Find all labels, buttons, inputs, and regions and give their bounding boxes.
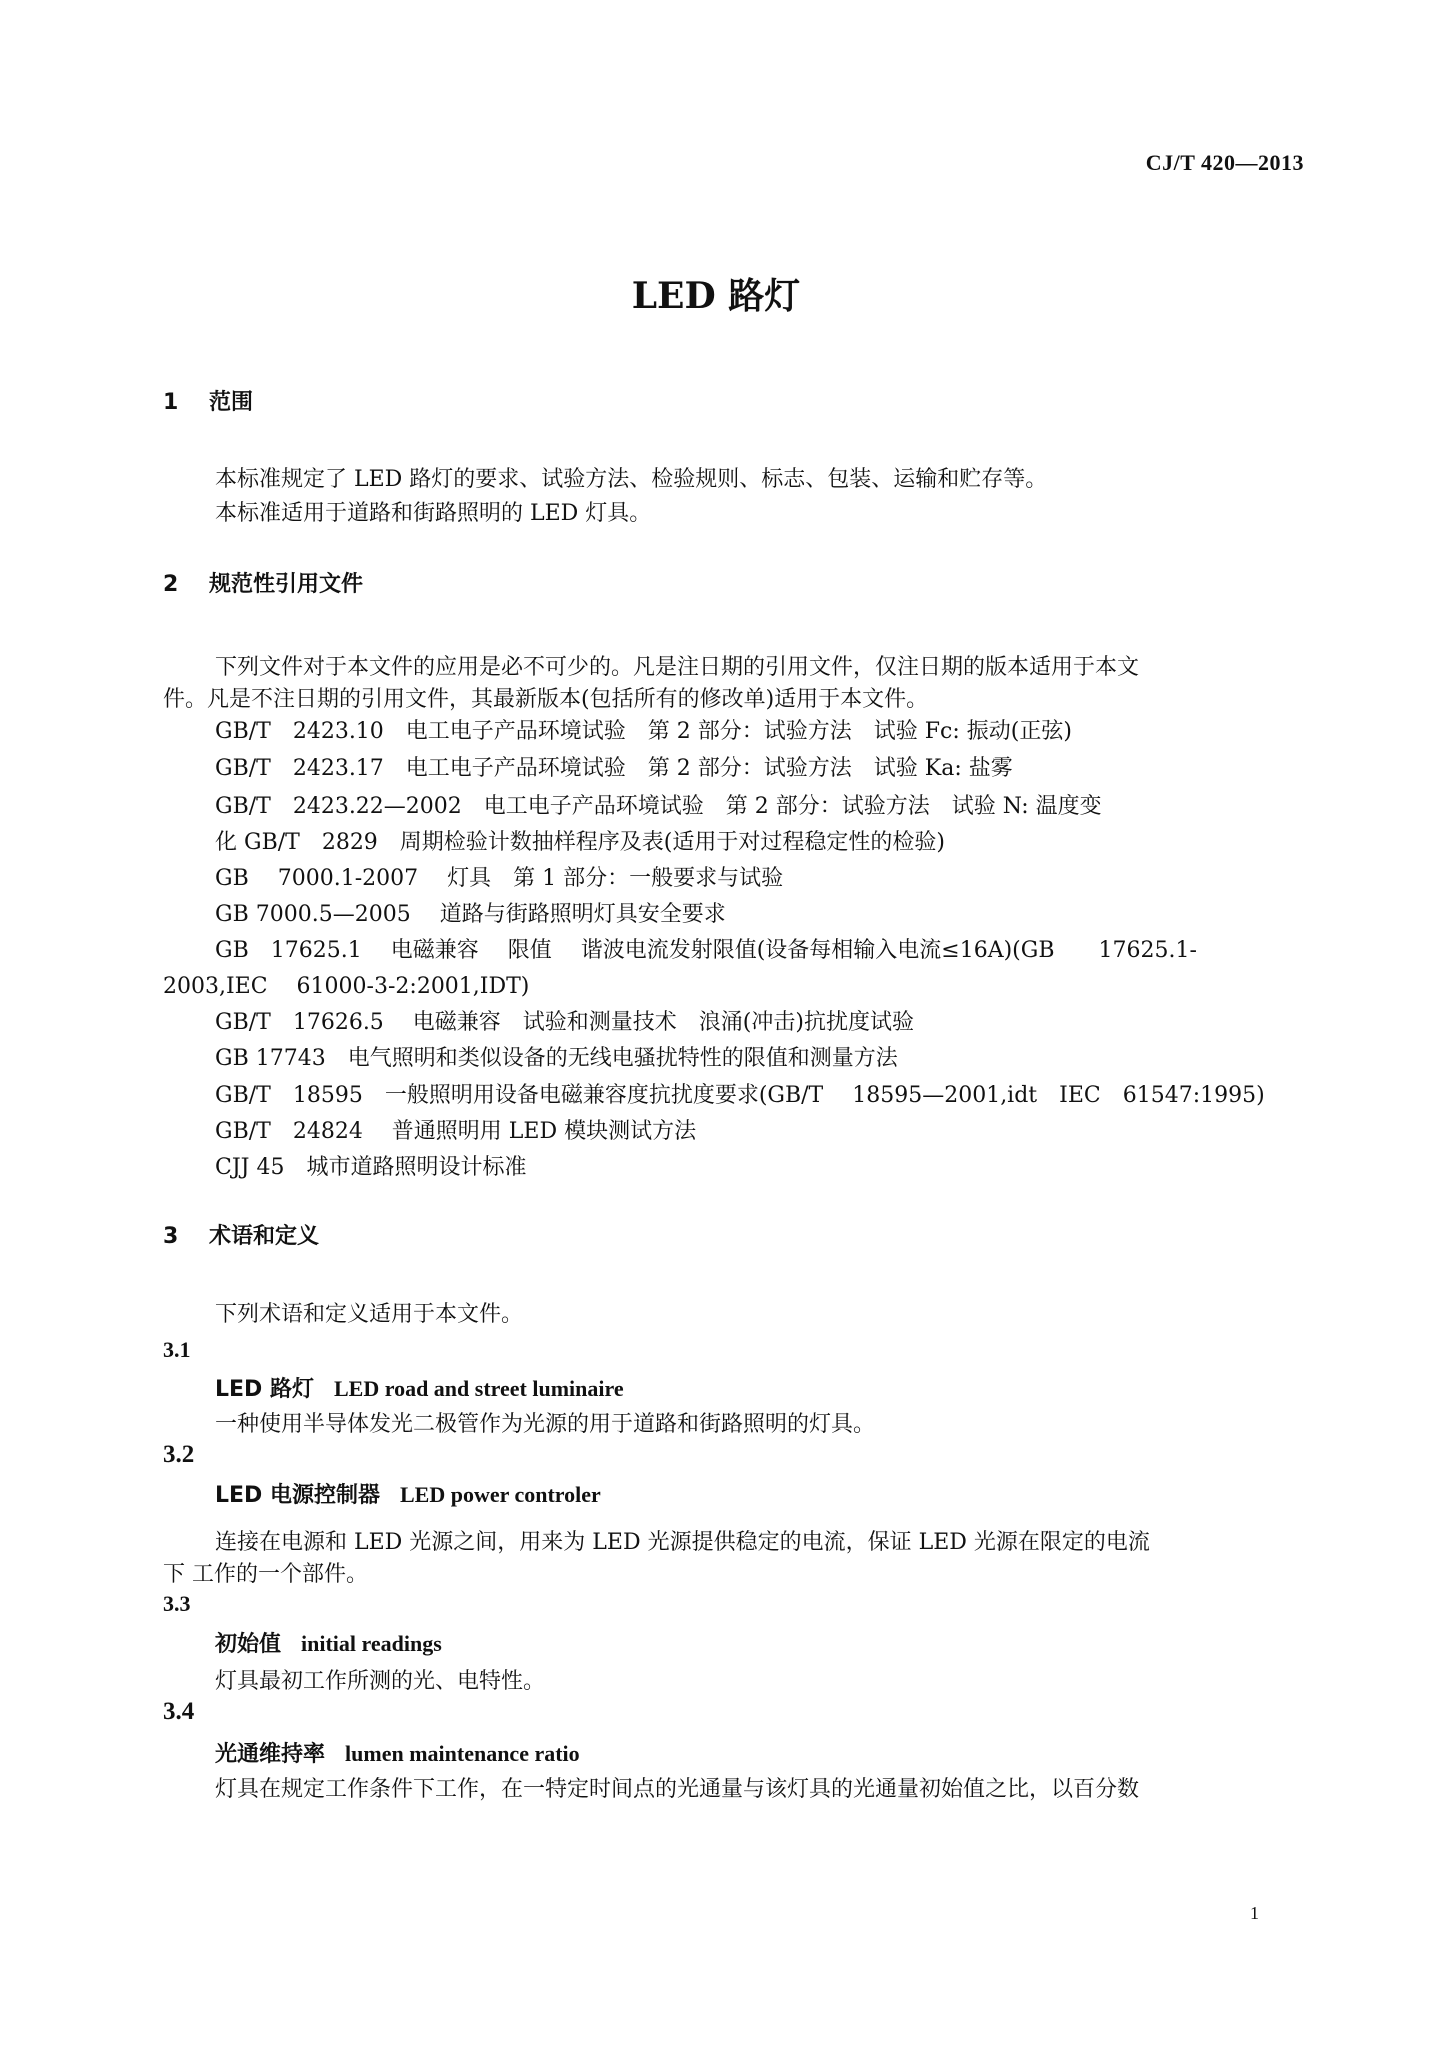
paragraph: 件。凡是不注日期的引用文件，其最新版本(包括所有的修改单)适用于本文件。 [163,687,929,712]
document-title: LED 路灯 [631,275,801,317]
section-title: 范围 [209,390,254,415]
section-number: 2 [163,572,179,597]
reference-item: GB/T 17626.5 电磁兼容 试验和测量技术 浪涌(冲击)抗扰度试验 [215,1010,914,1035]
page-number: 1 [1250,1903,1259,1923]
reference-item: GB 7000.1-2007 灯具 第 1 部分：一般要求与试验 [215,866,784,891]
paragraph: 下列文件对于本文件的应用是必不可少的。凡是注日期的引用文件，仅注日期的版本适用于本文 [215,655,1140,680]
term-name-cn: 初始值 [215,1632,282,1657]
term-number: 3.3 [163,1591,191,1616]
section-title: 术语和定义 [209,1224,320,1249]
section-number: 3 [163,1224,179,1249]
section-2-heading [163,567,363,598]
reference-item: GB 7000.5—2005 道路与街路照明灯具安全要求 [215,902,726,927]
reference-item: GB/T 2423.17 电工电子产品环境试验 第 2 部分：试验方法 试验 Ka: 盐雾 [215,756,1013,781]
section-number: 1 [163,390,179,415]
term-definition: 灯具最初工作所测的光、电特性。 [215,1669,546,1694]
reference-item: GB/T 2423.10 电工电子产品环境试验 第 2 部分：试验方法 试验 Fc: 振动(正弦) [215,719,1072,744]
term-name-en: LED power controler [399,1482,601,1507]
term-number: 3.1 [163,1337,191,1362]
paragraph: 下列术语和定义适用于本文件。 [215,1302,524,1327]
term-number: 3.2 [163,1441,195,1468]
reference-item: GB/T 18595 一般照明用设备电磁兼容度抗扰度要求(GB/T 18595—2001,idt IEC 61547:1995) [215,1083,1265,1108]
paragraph: 本标准规定了 LED 路灯的要求、试验方法、检验规则、标志、包装、运输和贮存等。 [215,467,1048,492]
term-name-cn: LED 电源控制器 [215,1483,380,1508]
term-name [215,1627,442,1658]
reference-item: GB/T 2423.22—2002 电工电子产品环境试验 第 2 部分：试验方法 试验 N: 温度变 [215,794,1102,819]
term-name [215,1737,580,1768]
reference-item: CJJ 45 城市道路照明设计标准 [215,1155,527,1180]
term-name-en: lumen maintenance ratio [345,1741,580,1766]
section-title: 规范性引用文件 [209,572,364,597]
reference-item: GB 17743 电气照明和类似设备的无线电骚扰特性的限值和测量方法 [215,1046,898,1071]
section-3-heading [163,1219,319,1250]
term-name-cn: LED 路灯 [215,1377,314,1402]
term-definition: 灯具在规定工作条件下工作，在一特定时间点的光通量与该灯具的光通量初始值之比，以百分数 [215,1777,1140,1802]
reference-item: 2003,IEC 61000-3-2:2001,IDT) [163,974,530,999]
term-name [215,1372,624,1403]
reference-item: GB 17625.1 电磁兼容 限值 谐波电流发射限值(设备每相输入电流≤16A)(GB 17625.1- [215,938,1197,963]
term-name [215,1478,601,1509]
term-definition: 连接在电源和 LED 光源之间，用来为 LED 光源提供稳定的电流，保证 LED 光源在限定的电流 [215,1530,1150,1555]
term-name-en: initial readings [301,1631,442,1656]
paragraph: 本标准适用于道路和街路照明的 LED 灯具。 [215,501,652,526]
term-definition: 一种使用半导体发光二极管作为光源的用于道路和街路照明的灯具。 [215,1412,876,1437]
term-name-en: LED road and street luminaire [333,1376,624,1401]
term-name-cn: 光通维持率 [215,1742,326,1767]
reference-item: GB/T 24824 普通照明用 LED 模块测试方法 [215,1119,697,1144]
standard-code: CJ/T 420—2013 [1145,150,1304,175]
section-1-heading [163,385,253,416]
term-number: 3.4 [163,1698,195,1725]
term-definition: 下 工作的一个部件。 [163,1562,368,1587]
reference-item: 化 GB/T 2829 周期检验计数抽样程序及表(适用于对过程稳定性的检验) [215,830,945,855]
